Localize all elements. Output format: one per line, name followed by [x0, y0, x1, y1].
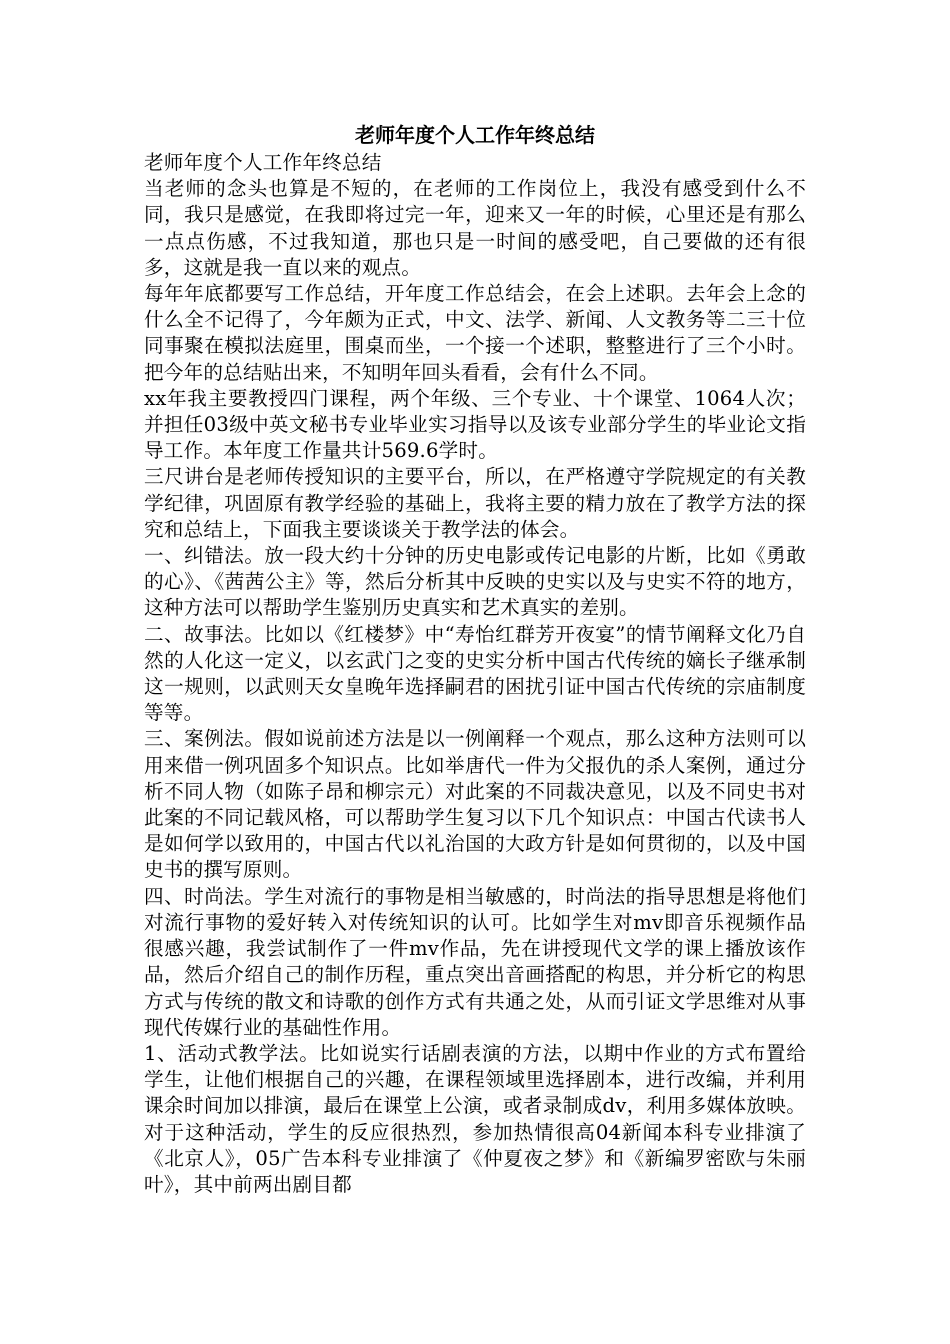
paragraph-annual-report: 每年年底都要写工作总结，开年度工作总结会，在会上述职。去年会上念的什么全不记得了，今年颇为正式，中文、法学、新闻、人文教务等二三十位同事聚在模拟法庭里，围桌而坐，一个接一个述职，整整进行了三个小时。把今年的总结贴出来，不知明年回头看看，会有什么不同。 — [144, 282, 806, 384]
document-page — [144, 120, 806, 1198]
paragraph-method-story: 二、故事法。比如以《红楼梦》中“寿怡红群芳开夜宴”的情节阐释文化乃自然的人化这一定义，以玄武门之变的史实分析中国古代传统的嫡长子继承制这一规则，以武则天女皇晚年选择嗣君的困扰引证中国古代传统的宗庙制度等等。 — [144, 622, 806, 725]
document-title: 老师年度个人工作年终总结 — [355, 123, 595, 147]
paragraph-intro: 当老师的念头也算是不短的，在老师的工作岗位上，我没有感受到什么不同，我只是感觉，在我即将过完一年，迎来又一年的时候，心里还是有那么一点点伤感，不过我知道，那也只是一时间的感受吧，自己要做的还有很多，这就是我一直以来的观点。 — [144, 177, 806, 279]
paragraph-workload: xx年我主要教授四门课程，两个年级、三个专业、十个课堂、1064人次；并担任03级中英文秘书专业毕业实习指导以及该专业部分学生的毕业论文指导工作。本年度工作量共计569.6学时。 — [144, 386, 806, 463]
paragraph-method-correction: 一、纠错法。放一段大约十分钟的历史电影或传记电影的片断，比如《勇敢的心》、《茜茜公主》等，然后分析其中反映的史实以及与史实不符的地方，这种方法可以帮助学生鉴别历史真实和艺术真实的差别。 — [144, 544, 806, 620]
paragraph-teaching-methods: 三尺讲台是老师传授知识的主要平台，所以，在严格遵守学院规定的有关教学纪律，巩固原有教学经验的基础上，我将主要的精力放在了教学方法的探究和总结上，下面我主要谈谈关于教学法的体会。 — [144, 465, 806, 541]
paragraph-method-case: 三、案例法。假如说前述方法是以一例阐释一个观点，那么这种方法则可以用来借一例巩固多个知识点。比如举唐代一件为父报仇的杀人案例，通过分析不同人物（如陈子昂和柳宗元）对此案的不同裁决意见，以及不同史书对此案的不同记载风格，可以帮助学生复习以下几个知识点：中国古代读书人是如何学以致用的，中国古代以礼治国的大政方针是如何贯彻的，以及中国史书的撰写原则。 — [144, 727, 806, 882]
paragraph-method-activity: 1、活动式教学法。比如说实行话剧表演的方法，以期中作业的方式布置给学生，让他们根据自己的兴趣，在课程领域里选择剧本，进行改编，并利用课余时间加以排演，最后在课堂上公演，或者录制成dv，利用多媒体放映。对于这种活动，学生的反应很热烈，参加热情很高04新闻本科专业排演了《北京人》，05广告本科专业排演了《仲夏夜之梦》和《新编罗密欧与朱丽叶》，其中前两出剧目都 — [144, 1041, 806, 1196]
paragraph-method-fashion: 四、时尚法。学生对流行的事物是相当敏感的，时尚法的指导思想是将他们对流行事物的爱好转入对传统知识的认可。比如学生对mv即音乐视频作品很感兴趣，我尝试制作了一件mv作品，先在讲授现代文学的课上播放该作品，然后介绍自己的制作历程，重点突出音画搭配的构思，并分析它的构思方式与传统的散文和诗歌的创作方式有共通之处，从而引证文学思维对从事现代传媒行业的基础性作用。 — [144, 884, 806, 1039]
paragraph-subtitle: 老师年度个人工作年终总结 — [144, 151, 382, 174]
